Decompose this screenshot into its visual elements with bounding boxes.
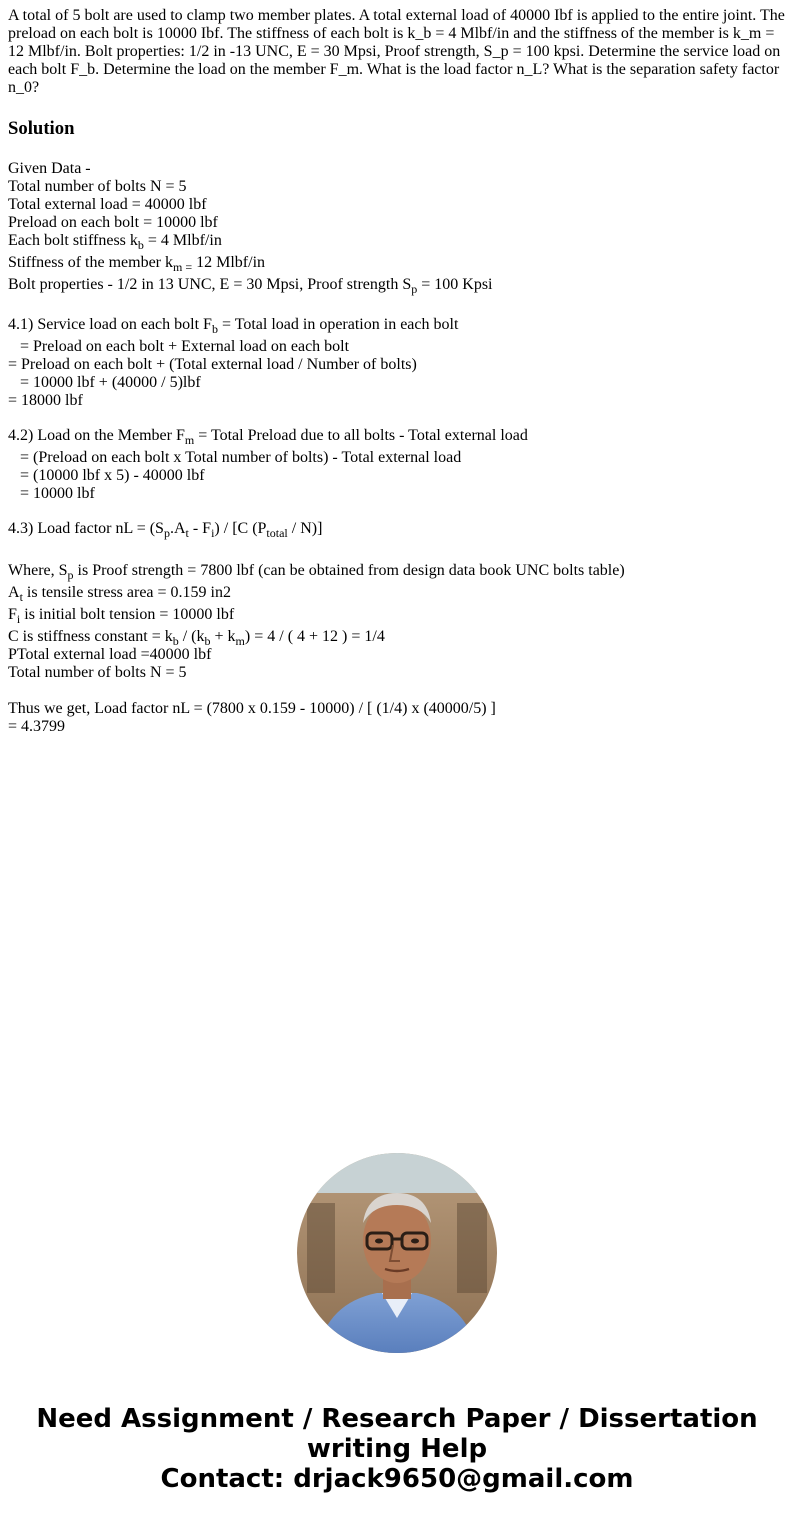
banner-line-2: writing Help: [306, 1434, 488, 1464]
part2-line1: = (Preload on each bolt x Total number of bolts) - Total external load: [8, 449, 462, 466]
part2-result: = 10000 lbf: [8, 485, 95, 502]
author-avatar: [297, 1153, 497, 1353]
given-preload: Preload on each bolt = 10000 lbf: [8, 214, 218, 231]
contact-banner: [0, 1404, 794, 1494]
stiffness-constant: C is stiffness constant = $k_b / (k_b + k_m) = 4$ / ( 4 + 12 ) = 1/4: [8, 628, 385, 648]
part2-line2: = (10000 lbf x 5) - 40000 lbf: [8, 467, 205, 484]
tensile-area: $A_t$ is tensile stress area = 0.159 in2: [8, 584, 231, 604]
part1-heading: 4.1) Service load on each bolt $F_b$ = Total load in operation in each bolt: [8, 316, 459, 336]
part1-line3: = 10000 lbf + (40000 / 5)lbf: [8, 374, 201, 391]
initial-tension: $F_i$ is initial bolt tension = 10000 lbf: [8, 606, 235, 626]
total-bolts: Total number of bolts N = 5: [8, 664, 187, 681]
problem-statement: A total of 5 bolt are used to clamp two member plates. A total external load of 40000 Ibf is applied to the entire joint. The preload on each bolt is 10000 Ibf. The stiffness of each bolt is k_b = 4 Mlbf/in and the stiffness of the member is k_m = 12 Mlbf/in. Bolt properties: 1/2 in -13 UNC, E = 30 Mpsi, Proof strength, S_p = 100 kpsi. Determine the service load on each bolt F_b. Determine the load on the member F_m. What is the load factor n_L? What is the separation safety factor n_0?: [8, 7, 785, 96]
part1-line2: = Preload on each bolt + (Total external load / Number of bolts): [8, 356, 417, 373]
given-bolts: Total number of bolts N = 5: [8, 178, 187, 195]
part-4-2: [8, 427, 788, 503]
part-4-3: [8, 520, 788, 736]
given-title: Given Data -: [8, 160, 91, 177]
part-4-1: [8, 316, 788, 410]
banner-contact: Contact: drjack9650@gmail.com: [160, 1464, 634, 1494]
banner-line-1: Need Assignment / Research Paper / Dissertation: [36, 1404, 758, 1434]
given-data-section: [8, 160, 788, 294]
load-factor-result: = 4.3799: [8, 718, 66, 735]
given-external-load: Total external load = 40000 lbf: [8, 196, 207, 213]
solution-heading: Solution: [8, 118, 75, 139]
given-member-stiffness: Stiffness of the member $k_{m =}$ 12 Mlbf/in: [8, 254, 266, 274]
where-proof-strength: Where, $S_p$ is Proof strength = 7800 lbf (can be obtained from design data book UNC bolts table): [8, 562, 625, 582]
given-bolt-properties: Bolt properties - 1/2 in 13 UNC, E = 30 Mpsi, Proof strength $S_p = 100$ Kpsi: [8, 276, 493, 296]
load-factor-calculation: Thus we get, Load factor nL = (7800 x 0.159 - 10000) / [ (1/4) x (40000/5) ]: [8, 700, 496, 717]
given-bolt-stiffness: Each bolt stiffness $k_b = 4$ Mlbf/in: [8, 232, 222, 252]
load-factor-formula: 4.3) Load factor nL = $(S_p.A_t - F_i) / [C$ $(P_{total} / N)$]: [8, 520, 323, 540]
total-external-load: PTotal external load =40000 lbf: [8, 646, 212, 663]
part2-heading: 4.2) Load on the Member $F_m$ = Total Preload due to all bolts - Total external load: [8, 427, 528, 447]
document-body: [8, 7, 788, 736]
part1-line1: = Preload on each bolt + External load on each bolt: [8, 338, 350, 355]
part1-result: = 18000 lbf: [8, 392, 83, 409]
